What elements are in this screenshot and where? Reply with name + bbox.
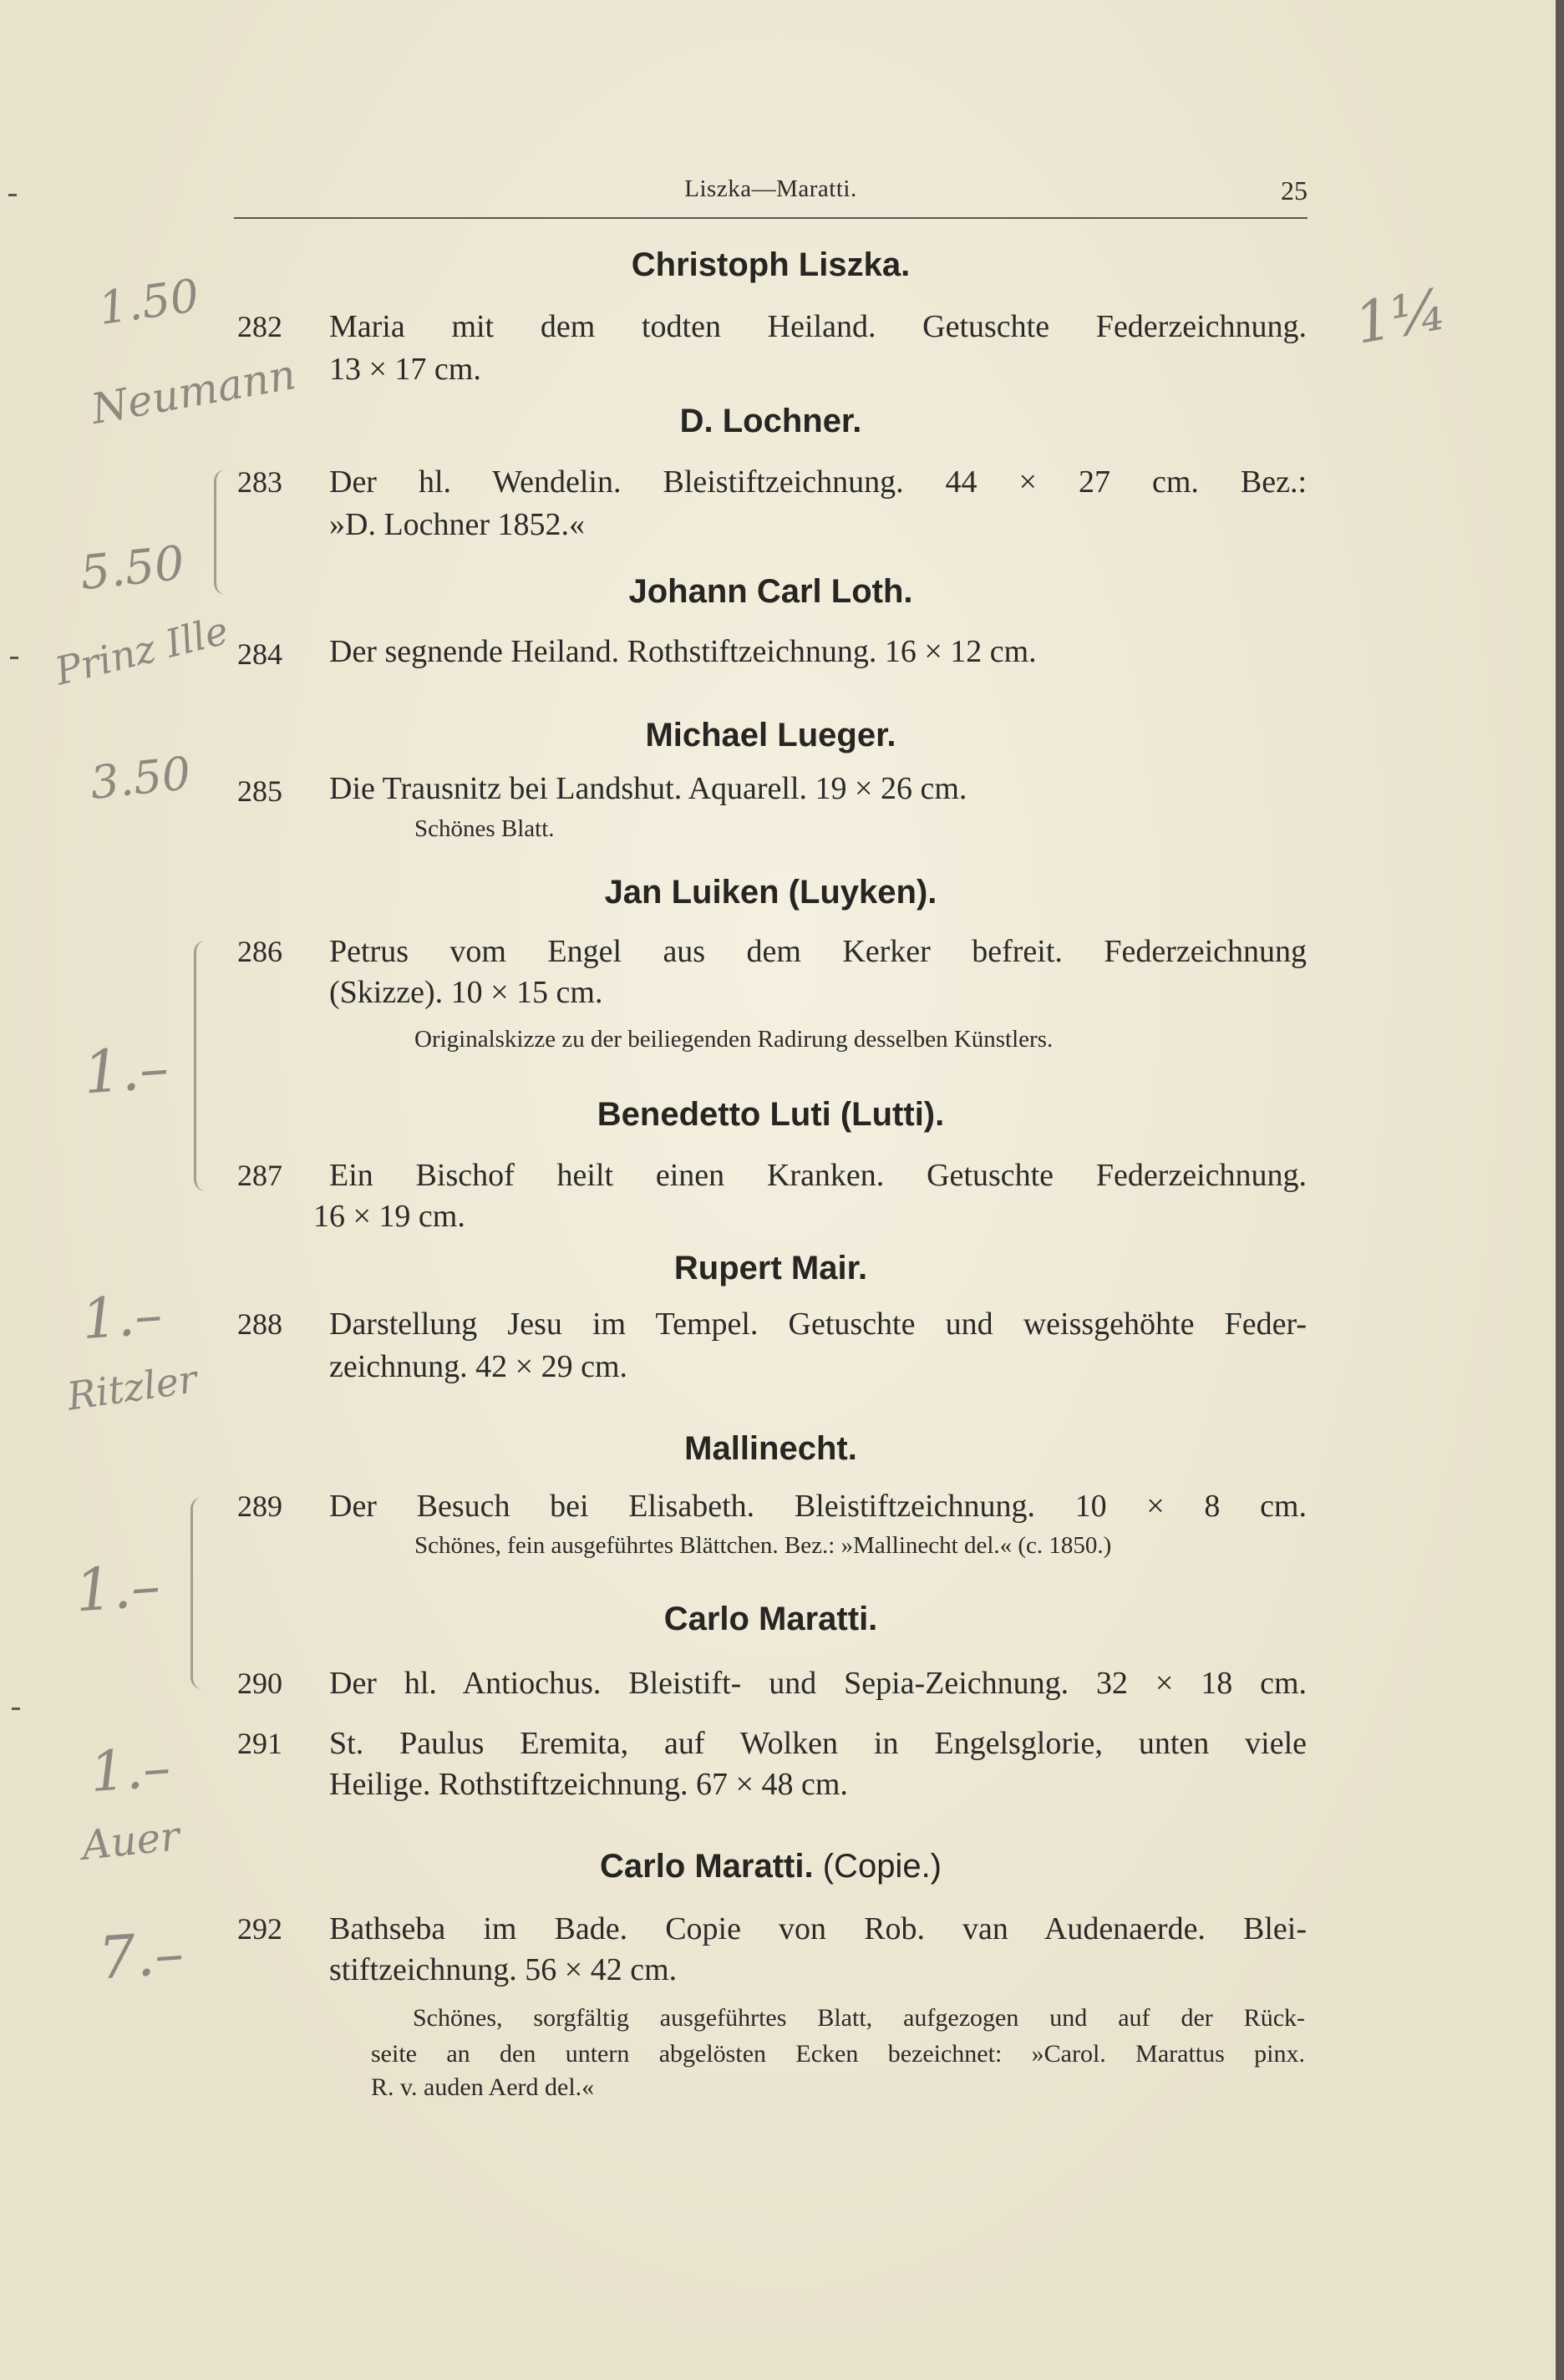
lot-number: 289 <box>237 1489 282 1523</box>
lot-description: Darstellung Jesu im Tempel. Getuschte und weissgehöhte Feder- <box>329 1307 1307 1342</box>
lot-number: 292 <box>237 1912 282 1946</box>
copy-label: (Copie.) <box>822 1848 942 1885</box>
lot-number: 282 <box>237 310 282 343</box>
handwritten-price: 5.50 <box>77 535 187 601</box>
artist-heading: Carlo Maratti. <box>663 1601 878 1637</box>
handwritten-price: 1.– <box>73 1550 163 1626</box>
handwritten-price: 7.– <box>96 1918 186 1993</box>
lot-description: Die Trausnitz bei Landshut. Aquarell. 19 × 26 cm. <box>329 771 967 806</box>
lot-note: Originalskizze zu der beiliegenden Radirung desselben Künstlers. <box>414 1026 1054 1053</box>
lot-description: Maria mit dem todten Heiland. Getuschte Federzeichnung. <box>329 309 1307 344</box>
lot-description-continued: 16 × 19 cm. <box>313 1199 465 1234</box>
lot-description: Bathseba im Bade. Copie von Rob. van Audenaerde. Blei- <box>329 1911 1307 1946</box>
artist-heading: Michael Lueger. <box>645 717 896 754</box>
edge-mark <box>8 194 17 196</box>
lot-description-continued: (Skizze). 10 × 15 cm. <box>329 975 603 1010</box>
lot-note: Schönes Blatt. <box>414 815 555 842</box>
handwritten-buyer: Neumann <box>87 349 300 434</box>
pencil-bracket <box>214 469 235 595</box>
lot-description: Der Besuch bei Elisabeth. Bleistiftzeichnung. 10 × 8 cm. <box>329 1489 1307 1524</box>
artist-heading: Mallinecht. <box>684 1430 857 1467</box>
lot-description: Ein Bischof heilt einen Kranken. Getuschte Federzeichnung. <box>329 1158 1307 1193</box>
handwritten-buyer: Prinz Ille <box>50 607 233 694</box>
lot-description: Petrus vom Engel aus dem Kerker befreit. Federzeichnung <box>329 934 1307 969</box>
lot-number: 286 <box>237 935 282 968</box>
lot-description-continued: 13 × 17 cm. <box>329 352 481 387</box>
artist-heading: Johann Carl Loth. <box>628 573 913 610</box>
lot-description: Der hl. Antiochus. Bleistift- und Sepia-Zeichnung. 32 × 18 cm. <box>329 1666 1307 1701</box>
lot-number: 284 <box>237 637 282 671</box>
handwritten-price: 1.– <box>88 1734 173 1805</box>
artist-heading: Jan Luiken (Luyken). <box>604 874 937 911</box>
lot-number: 283 <box>237 465 282 499</box>
edge-mark <box>10 657 18 659</box>
lot-description-continued: zeichnung. 42 × 29 cm. <box>329 1349 628 1384</box>
handwritten-price: 1.– <box>79 1281 165 1352</box>
lot-number: 291 <box>237 1727 282 1760</box>
lot-note-continued: seite an den untern abgelösten Ecken bezeichnet: »Carol. Marattus pinx. <box>371 2040 1305 2068</box>
artist-name: Carlo Maratti. <box>600 1848 814 1885</box>
lot-note: Schönes, sorgfältig ausgeführtes Blatt, aufgezogen und auf der Rück- <box>413 2004 1305 2032</box>
lot-description-continued: »D. Lochner 1852.« <box>329 507 586 542</box>
page-number: 25 <box>1281 175 1308 206</box>
lot-description-continued: stiftzeichnung. 56 × 42 cm. <box>329 1952 678 1987</box>
running-title: Liszka—Maratti. <box>684 175 857 202</box>
artist-heading: D. Lochner. <box>679 403 862 439</box>
handwritten-price: 1.50 <box>95 268 203 336</box>
running-head <box>234 175 1308 219</box>
lot-number: 287 <box>237 1159 282 1192</box>
edge-mark <box>12 1708 20 1710</box>
pencil-bracket <box>190 1497 215 1689</box>
handwritten-price: 3.50 <box>88 746 194 810</box>
artist-heading: Christoph Liszka. <box>631 246 911 283</box>
handwritten-price: 1.– <box>81 1033 171 1108</box>
handwritten-buyer: Auer <box>79 1813 182 1870</box>
handwritten-buyer: Ritzler <box>64 1356 200 1419</box>
lot-note-continued: R. v. auden Aerd del.« <box>371 2073 595 2101</box>
lot-number: 290 <box>237 1667 282 1700</box>
lot-note: Schönes, fein ausgeführtes Blättchen. Bez.: »Mallinecht del.« (c. 1850.) <box>414 1532 1112 1559</box>
lot-description: St. Paulus Eremita, auf Wolken in Engelsglorie, unten viele <box>329 1726 1307 1761</box>
lot-description: Der hl. Wendelin. Bleistiftzeichnung. 44 × 27 cm. Bez.: <box>329 464 1307 500</box>
lot-description: Der segnende Heiland. Rothstiftzeichnung. 16 × 12 cm. <box>329 634 1037 669</box>
pencil-bracket <box>194 941 218 1191</box>
artist-heading: Benedetto Luti (Lutti). <box>597 1096 945 1133</box>
artist-heading <box>234 1848 1308 1885</box>
handwritten-price: 1¼ <box>1349 277 1452 358</box>
lot-description-continued: Heilige. Rothstiftzeichnung. 67 × 48 cm. <box>329 1767 848 1802</box>
artist-heading: Rupert Mair. <box>673 1250 868 1286</box>
lot-number: 288 <box>237 1307 282 1341</box>
lot-number: 285 <box>237 774 282 808</box>
